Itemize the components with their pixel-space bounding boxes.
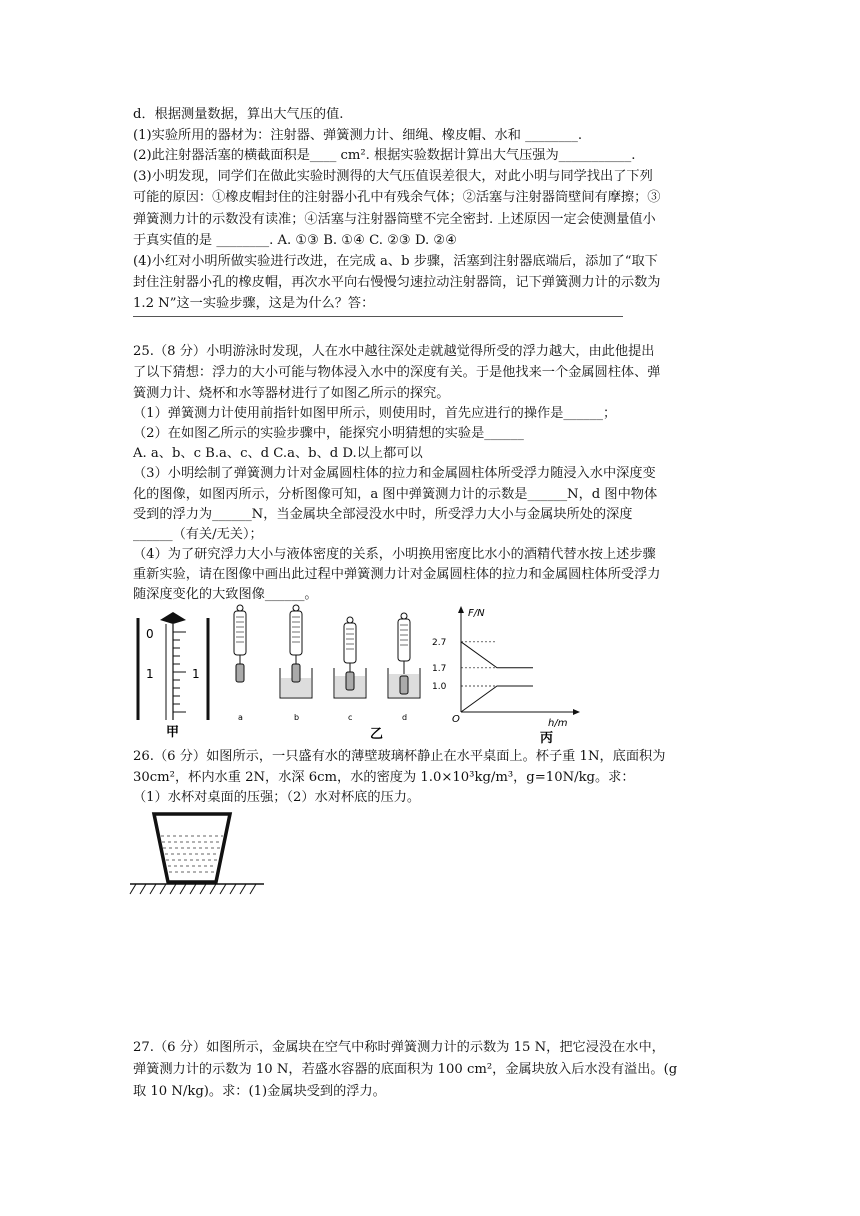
q25-line: （3）小明绘制了弹簧测力计对金属圆柱体的拉力和金属圆柱体所受浮力随浸入水中深度变 [133, 466, 656, 481]
series-line [461, 686, 533, 712]
figure-caption: 乙 [370, 727, 384, 742]
y-axis-label: F/N [468, 608, 485, 619]
q24-line: 封住注射器小孔的橡皮帽，再次水平向右慢慢匀速拉动注射器筒，记下弹簧测力计的示数为 [133, 275, 661, 290]
tick-label: 0 [146, 627, 154, 641]
q27-line: 取 10 N/kg)。求：(1)金属块受到的浮力。 [133, 1084, 386, 1099]
q27-line: 27.（6 分）如图所示，金属块在空气中称时弹簧测力计的示数为 15 N，把它浸没在水中， [133, 1040, 665, 1055]
series-line [461, 642, 533, 668]
q25-line: 25.（8 分）小明游泳时发现，人在水中越往深处走就越觉得所受的浮力越大，由此他提出 [133, 344, 655, 359]
q25-line: 簧测力计、烧杯和水等器材进行了如图乙所示的探究。 [133, 386, 450, 401]
q24-line: (4)小红对小明所做实验进行改进，在完成 a、b 步骤，活塞到注射器底端后，添加了“取下 [133, 254, 658, 269]
q24-line: (3)小明发现，同学们在做此实验时测得的大气压值误差很大，对此小明与同学找出了下列 [133, 169, 653, 184]
y-tick-label: 1.7 [432, 663, 447, 674]
q26-line: 30cm²，杯内水重 2N，水深 6cm，水的密度为 1.0×10³kg/m³，g=10N/kg。求： [133, 770, 635, 785]
figure-bing [428, 604, 588, 744]
q25-line: （4）为了研究浮力大小与液体密度的关系，小明换用密度比水小的酒精代替水按上述步骤 [133, 547, 656, 562]
q24-line: (2)此注射器活塞的横截面积是____ cm². 根据实验数据计算出大气压强为___________. [133, 148, 636, 163]
setup-label: b [294, 713, 300, 722]
q25-line: 随深度变化的大致图像______。 [133, 587, 318, 602]
setup-c [334, 617, 366, 722]
figure-jia [130, 610, 220, 740]
setup-a [234, 605, 246, 722]
q24-line: d．根据测量数据，算出大气压的值. [133, 107, 344, 122]
q25-line: （1）弹簧测力计使用前指针如图甲所示，则使用时，首先应进行的操作是______； [133, 406, 617, 421]
x-axis-label: h/m [548, 718, 568, 729]
q24-line: 1.2 N”这一实验步骤，这是为什么？答： [133, 296, 375, 311]
setup-label: a [238, 713, 243, 722]
q24-line: 弹簧测力计的示数没有读准；④活塞与注射器筒壁不完全密封. 上述原因一定会使测量值小 [133, 212, 656, 227]
q24-line: (1)实验所用的器材为：注射器、弹簧测力计、细绳、橡皮帽、水和 ________. [133, 128, 583, 143]
q25-line: 了以下猜想：浮力的大小可能与物体浸入水中的深度有关。于是他找来一个金属圆柱体、弹 [133, 365, 661, 380]
y-tick-label: 1.0 [432, 682, 447, 692]
q25-line: 化的图像，如图丙所示，分析图像可知，a 图中弹簧测力计的示数是______N，d 图中物体 [133, 487, 658, 502]
q26-line: （1）水杯对桌面的压强；（2）水对杯底的压力。 [133, 790, 421, 805]
q25-line: A. a、b、c B.a、c、d C.a、b、d D.以上都可以 [133, 446, 423, 461]
q24-line: 可能的原因：①橡皮帽封住的注射器小孔中有残余气体；②活塞与注射器筒壁间有摩擦；③ [133, 190, 661, 205]
setup-label: d [402, 713, 408, 722]
figure-yi [222, 602, 422, 742]
tick-label: 1 [192, 667, 200, 681]
q25-line: 重新实验，请在图像中画出此过程中弹簧测力计对金属圆柱体的拉力和金属圆柱体所受浮力 [133, 567, 661, 582]
setup-label: c [348, 713, 353, 722]
q25-line: ______（有关/无关）； [133, 527, 263, 542]
setup-b [280, 605, 312, 722]
tick-label: 1 [146, 667, 154, 681]
figure-caption: 甲 [166, 725, 180, 740]
cup-figure [128, 810, 268, 898]
answer-underline [133, 316, 623, 317]
y-tick-label: 2.7 [432, 637, 447, 648]
origin-label: O [452, 714, 460, 725]
setup-d [388, 613, 420, 722]
q24-line: 于真实值的是 ________. A. ①③ B. ①④ C. ②③ D. ②④ [133, 233, 458, 248]
q27-line: 弹簧测力计的示数为 10 N，若盛水容器的底面积为 100 cm²，金属块放入后水没有溢出。(g [133, 1062, 678, 1077]
figure-caption: 丙 [540, 731, 554, 744]
q26-line: 26.（6 分）如图所示，一只盛有水的薄壁玻璃杯静止在水平桌面上。杯子重 1N，底面积为 [133, 749, 666, 764]
q25-line: （2）在如图乙所示的实验步骤中，能探究小明猜想的实验是______ [133, 426, 524, 441]
q25-line: 受到的浮力为______N，当金属块全部浸没水中时，所受浮力大小与金属块所处的深度 [133, 507, 633, 522]
